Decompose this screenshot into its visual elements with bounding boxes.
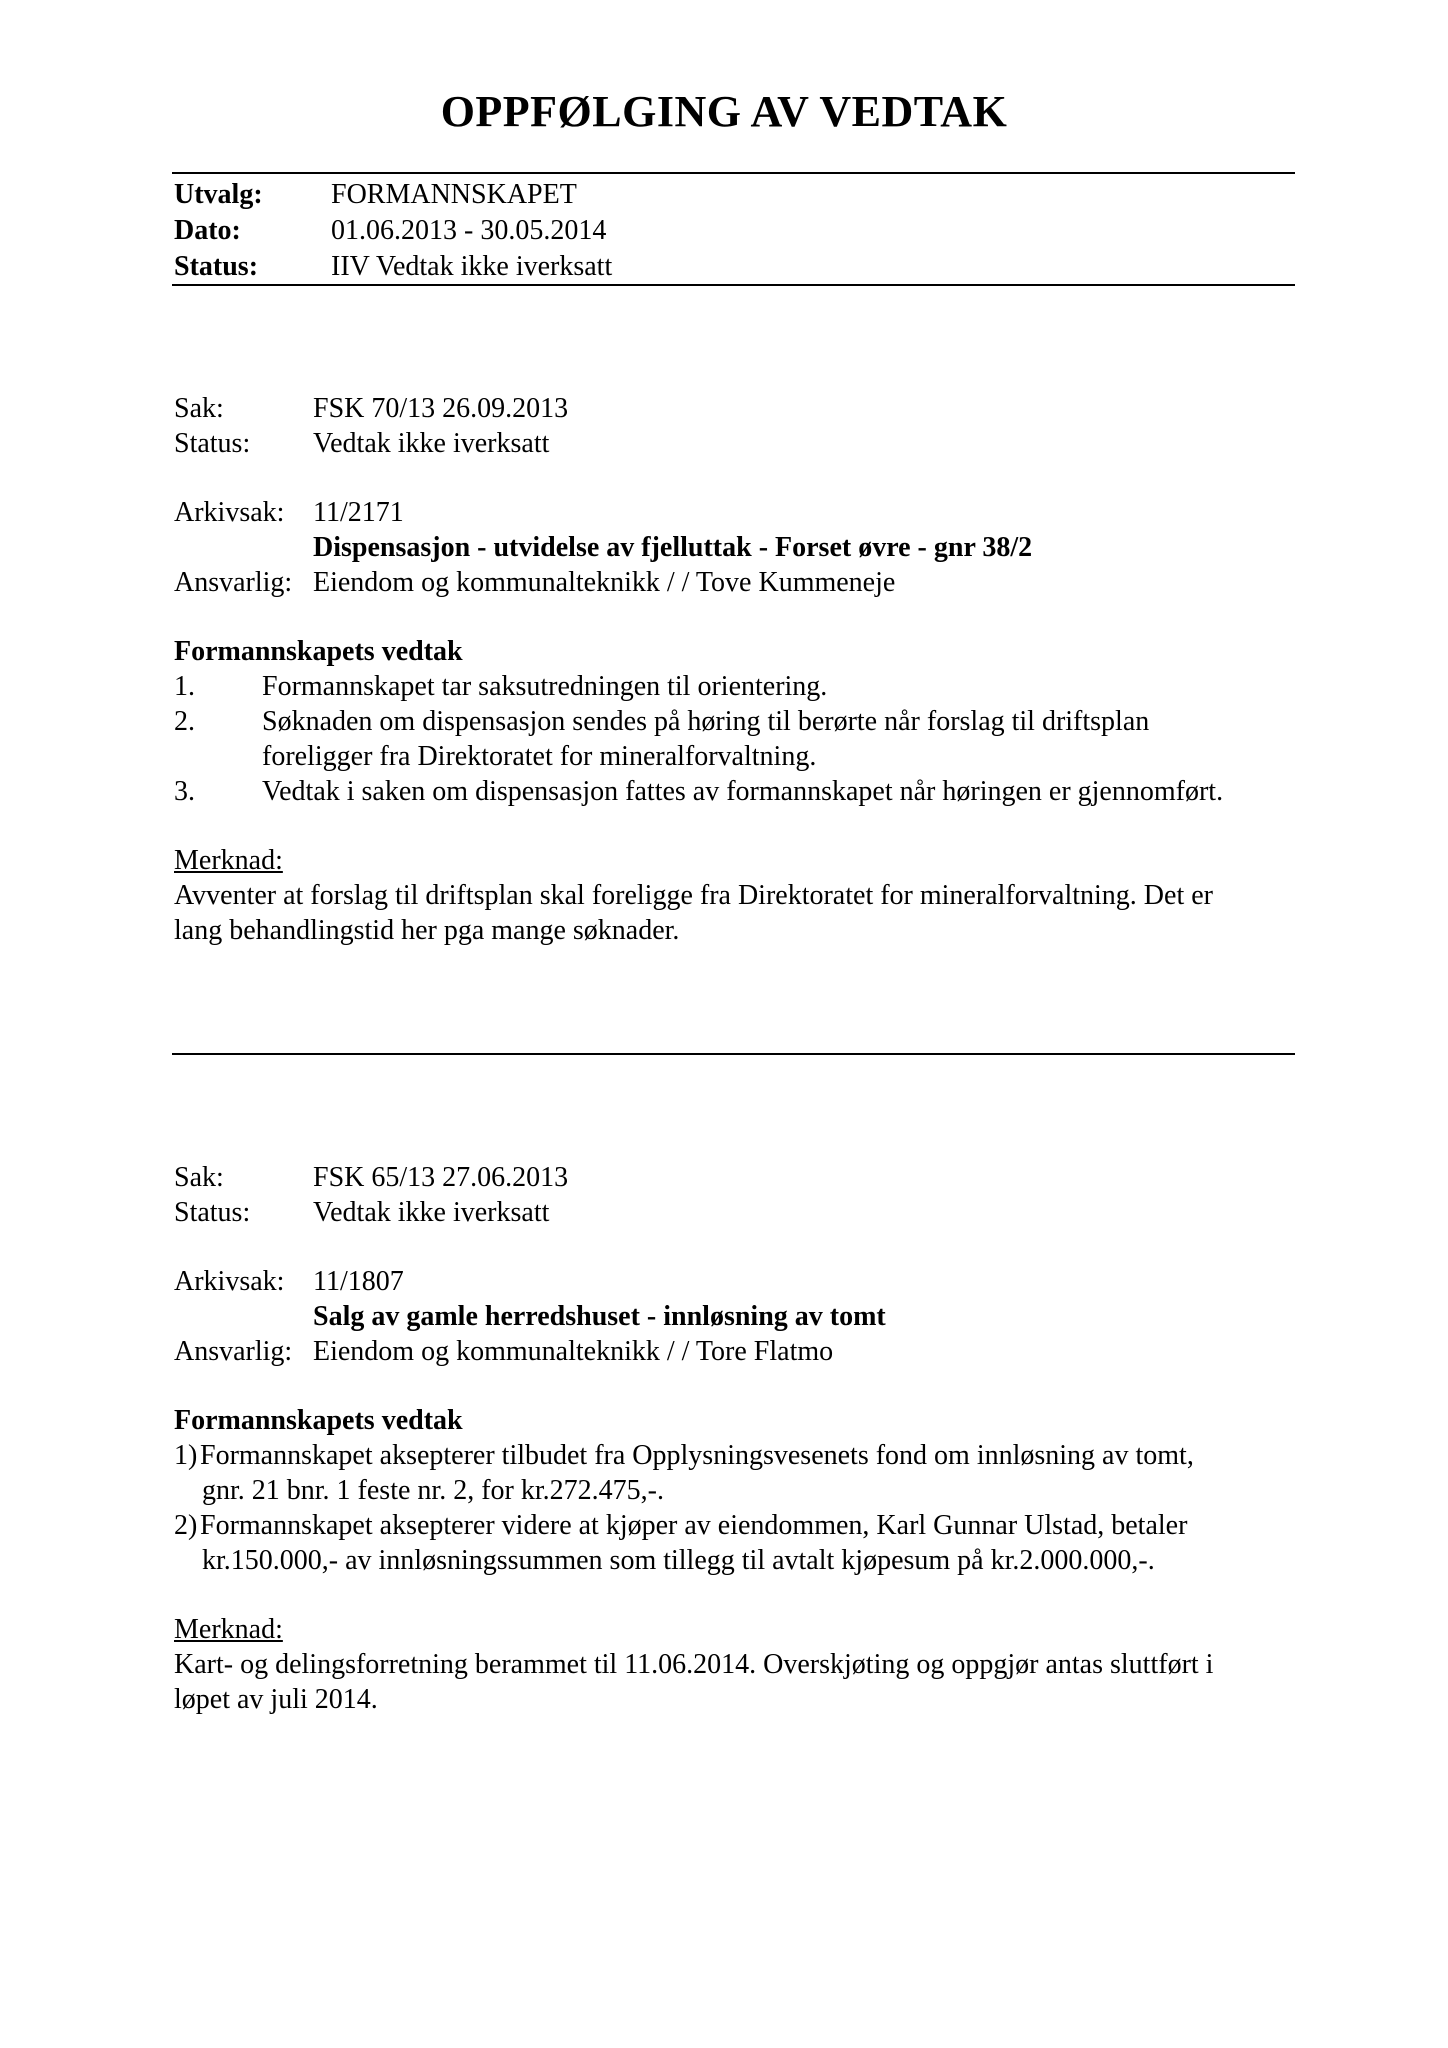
arkivsak-label: Arkivsak: [174,497,285,528]
case-separator-rule [172,1053,1295,1055]
utvalg-value: FORMANNSKAPET [331,179,577,210]
arkivsak-value: 11/2171 [313,497,404,528]
vedtak-item-number: 2) [174,1510,198,1541]
case-title: Salg av gamle herredshuset - innløsning av tomt [313,1301,886,1332]
case-status-value: Vedtak ikke iverksatt [313,1197,550,1228]
case-status-value: Vedtak ikke iverksatt [313,428,550,459]
vedtak-item-line: Formannskapet aksepterer tilbudet fra Opplysningsvesenets fond om innløsning av tomt, [200,1440,1194,1471]
case-title: Dispensasjon - utvidelse av fjelluttak - Forset øvre - gnr 38/2 [313,532,1033,563]
vedtak-item-line: Vedtak i saken om dispensasjon fattes av formannskapet når høringen er gjennomført. [262,776,1224,807]
sak-label: Sak: [174,393,224,424]
sak-label: Sak: [174,1162,224,1193]
header-bottom-rule [172,284,1295,286]
merknad-line: Kart- og delingsforretning berammet til 11.06.2014. Overskjøting og oppgjør antas sluttført i [174,1649,1214,1680]
arkivsak-label: Arkivsak: [174,1266,285,1297]
vedtak-item-line: kr.150.000,- av innløsningssummen som tillegg til avtalt kjøpesum på kr.2.000.000,-. [202,1545,1155,1576]
vedtak-item-number: 1) [174,1440,198,1471]
vedtak-item-line: foreligger fra Direktoratet for mineralforvaltning. [262,741,817,772]
vedtak-heading: Formannskapets vedtak [174,636,463,667]
merknad-line: løpet av juli 2014. [174,1684,378,1715]
vedtak-item-line: Formannskapet tar saksutredningen til orientering. [262,671,828,702]
dato-label: Dato: [174,215,241,246]
sak-value: FSK 65/13 27.06.2013 [313,1162,569,1193]
sak-value: FSK 70/13 26.09.2013 [313,393,569,424]
vedtak-item-line: Søknaden om dispensasjon sendes på høring til berørte når forslag til driftsplan [262,706,1150,737]
ansvarlig-value: Eiendom og kommunalteknikk / / Tore Flatmo [313,1336,834,1367]
vedtak-item-number: 3. [174,776,195,807]
merknad-line: Avventer at forslag til driftsplan skal foreligge fra Direktoratet for mineralforvaltning. Det er [174,880,1213,911]
vedtak-item-line: Formannskapet aksepterer videre at kjøper av eiendommen, Karl Gunnar Ulstad, betaler [200,1510,1188,1541]
ansvarlig-label: Ansvarlig: [174,1336,293,1367]
vedtak-heading: Formannskapets vedtak [174,1405,463,1436]
merknad-label: Merknad: [174,845,283,876]
case-status-label: Status: [174,1197,251,1228]
merknad-line: lang behandlingstid her pga mange søknader. [174,915,680,946]
status-label: Status: [174,251,259,282]
case-status-label: Status: [174,428,251,459]
ansvarlig-label: Ansvarlig: [174,567,293,598]
arkivsak-value: 11/1807 [313,1266,404,1297]
header-top-rule [172,172,1295,174]
ansvarlig-value: Eiendom og kommunalteknikk / / Tove Kummeneje [313,567,896,598]
vedtak-item-number: 1. [174,671,195,702]
page-title: OPPFØLGING AV VEDTAK [440,87,1008,136]
dato-value: 01.06.2013 - 30.05.2014 [331,215,607,246]
vedtak-item-number: 2. [174,706,195,737]
utvalg-label: Utvalg: [174,179,263,210]
vedtak-item-line: gnr. 21 bnr. 1 feste nr. 2, for kr.272.475,-. [202,1475,664,1506]
status-value: IIV Vedtak ikke iverksatt [331,251,613,282]
merknad-label: Merknad: [174,1614,283,1645]
